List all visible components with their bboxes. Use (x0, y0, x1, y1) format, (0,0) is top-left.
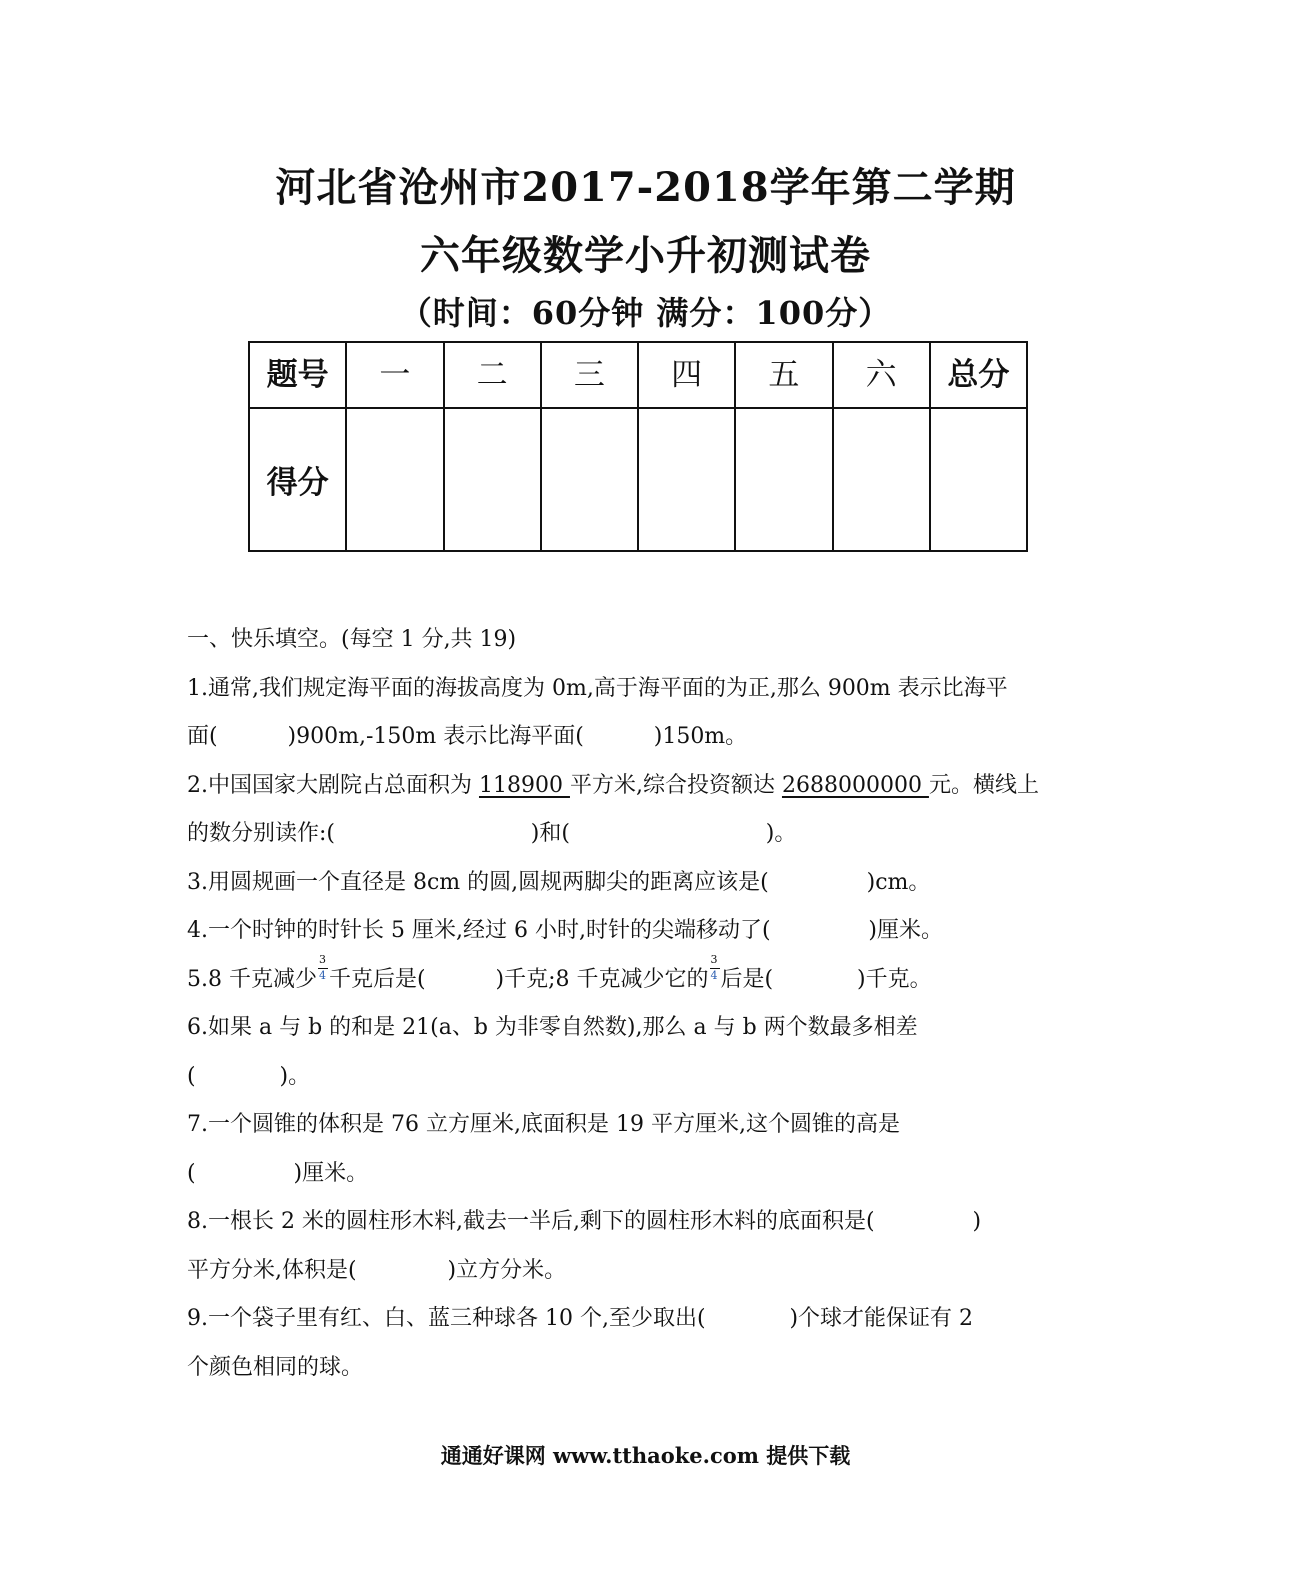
question-9-line-1: 9.一个袋子里有红、白、蓝三种球各 10 个,至少取出( )个球才能保证有 2 (187, 1306, 974, 1331)
question-3: 3.用圆规画一个直径是 8cm 的圆,圆规两脚尖的距离应该是( )cm。 (187, 869, 931, 895)
underlined-area-number: 118900 (478, 772, 570, 798)
cell-section-1: 一 (346, 342, 443, 408)
q5-text: 后是( )千克。 (720, 966, 932, 992)
q2-text: 平方米,综合投资额达 (569, 772, 782, 798)
q5-text: 5.8 千克减少 (187, 966, 317, 992)
cell-question-number: 题号 (249, 342, 346, 408)
score-cell (833, 408, 930, 551)
fraction-denominator: 4 (318, 968, 326, 982)
cell-section-3: 三 (541, 342, 638, 408)
question-7-line-1: 7.一个圆锥的体积是 76 立方厘米,底面积是 19 平方厘米,这个圆锥的高是 (187, 1112, 900, 1137)
fraction-numerator: 3 (318, 952, 326, 966)
score-cell (541, 408, 638, 551)
score-cell (735, 408, 832, 551)
question-6-line-1: 6.如果 a 与 b 的和是 21(a、b 为非零自然数),那么 a 与 b 两个数最多相差 (187, 1015, 918, 1040)
score-cell (930, 408, 1027, 551)
footer-download-note: 通通好课网 www.tthaoke.com 提供下载 (440, 1443, 851, 1468)
question-4: 4.一个时钟的时针长 5 厘米,经过 6 小时,时针的尖端移动了( )厘米。 (187, 918, 944, 943)
question-1-line-2: 面( )900m,-150m 表示比海平面( )150m。 (187, 724, 748, 749)
score-table (248, 341, 1028, 552)
fraction-numerator: 3 (710, 952, 718, 966)
score-table-score-row (249, 408, 1027, 551)
question-2-line-1 (187, 766, 1117, 815)
fraction-three-quarters (317, 952, 329, 982)
fraction-three-quarters (709, 952, 721, 982)
question-8-line-1: 8.一根长 2 米的圆柱形木料,截去一半后,剩下的圆柱形木料的底面积是( ) (187, 1209, 982, 1234)
exam-subtitle: （时间：60分钟 满分：100分） (399, 294, 892, 332)
cell-score-label: 得分 (249, 408, 346, 551)
underlined-investment-number: 2688000000 (781, 772, 929, 798)
cell-total: 总分 (930, 342, 1027, 408)
score-table-header-row (249, 342, 1027, 408)
score-cell (444, 408, 541, 551)
fraction-denominator: 4 (710, 968, 718, 982)
title-line-1: 河北省沧州市2017-2018学年第二学期 (275, 164, 1016, 211)
question-7-line-2: ( )厘米。 (187, 1160, 369, 1186)
question-1-line-1: 1.通常,我们规定海平面的海拔高度为 0m,高于海平面的为正,那么 900m 表示比海平 (187, 675, 1008, 701)
title-line-2: 六年级数学小升初测试卷 (420, 232, 871, 279)
question-8-line-2: 平方分米,体积是( )立方分米。 (187, 1257, 567, 1283)
score-cell (346, 408, 443, 551)
question-5 (187, 952, 1117, 1009)
section-fill-in (187, 620, 1117, 1396)
question-9-line-2: 个颜色相同的球。 (187, 1354, 364, 1380)
cell-section-6: 六 (833, 342, 930, 408)
cell-section-2: 二 (444, 342, 541, 408)
cell-section-4: 四 (638, 342, 735, 408)
q2-text: 2.中国国家大剧院占总面积为 (187, 772, 479, 798)
q5-text: 千克后是( )千克;8 千克减少它的 (328, 966, 709, 992)
cell-section-5: 五 (735, 342, 832, 408)
q2-text: 元。横线上 (928, 772, 1039, 798)
question-6-line-2: ( )。 (187, 1063, 311, 1089)
question-2-line-2: 的数分别读作:( )和( )。 (187, 821, 797, 846)
score-cell (638, 408, 735, 551)
section-heading: 一、快乐填空。(每空 1 分,共 19) (187, 627, 517, 652)
